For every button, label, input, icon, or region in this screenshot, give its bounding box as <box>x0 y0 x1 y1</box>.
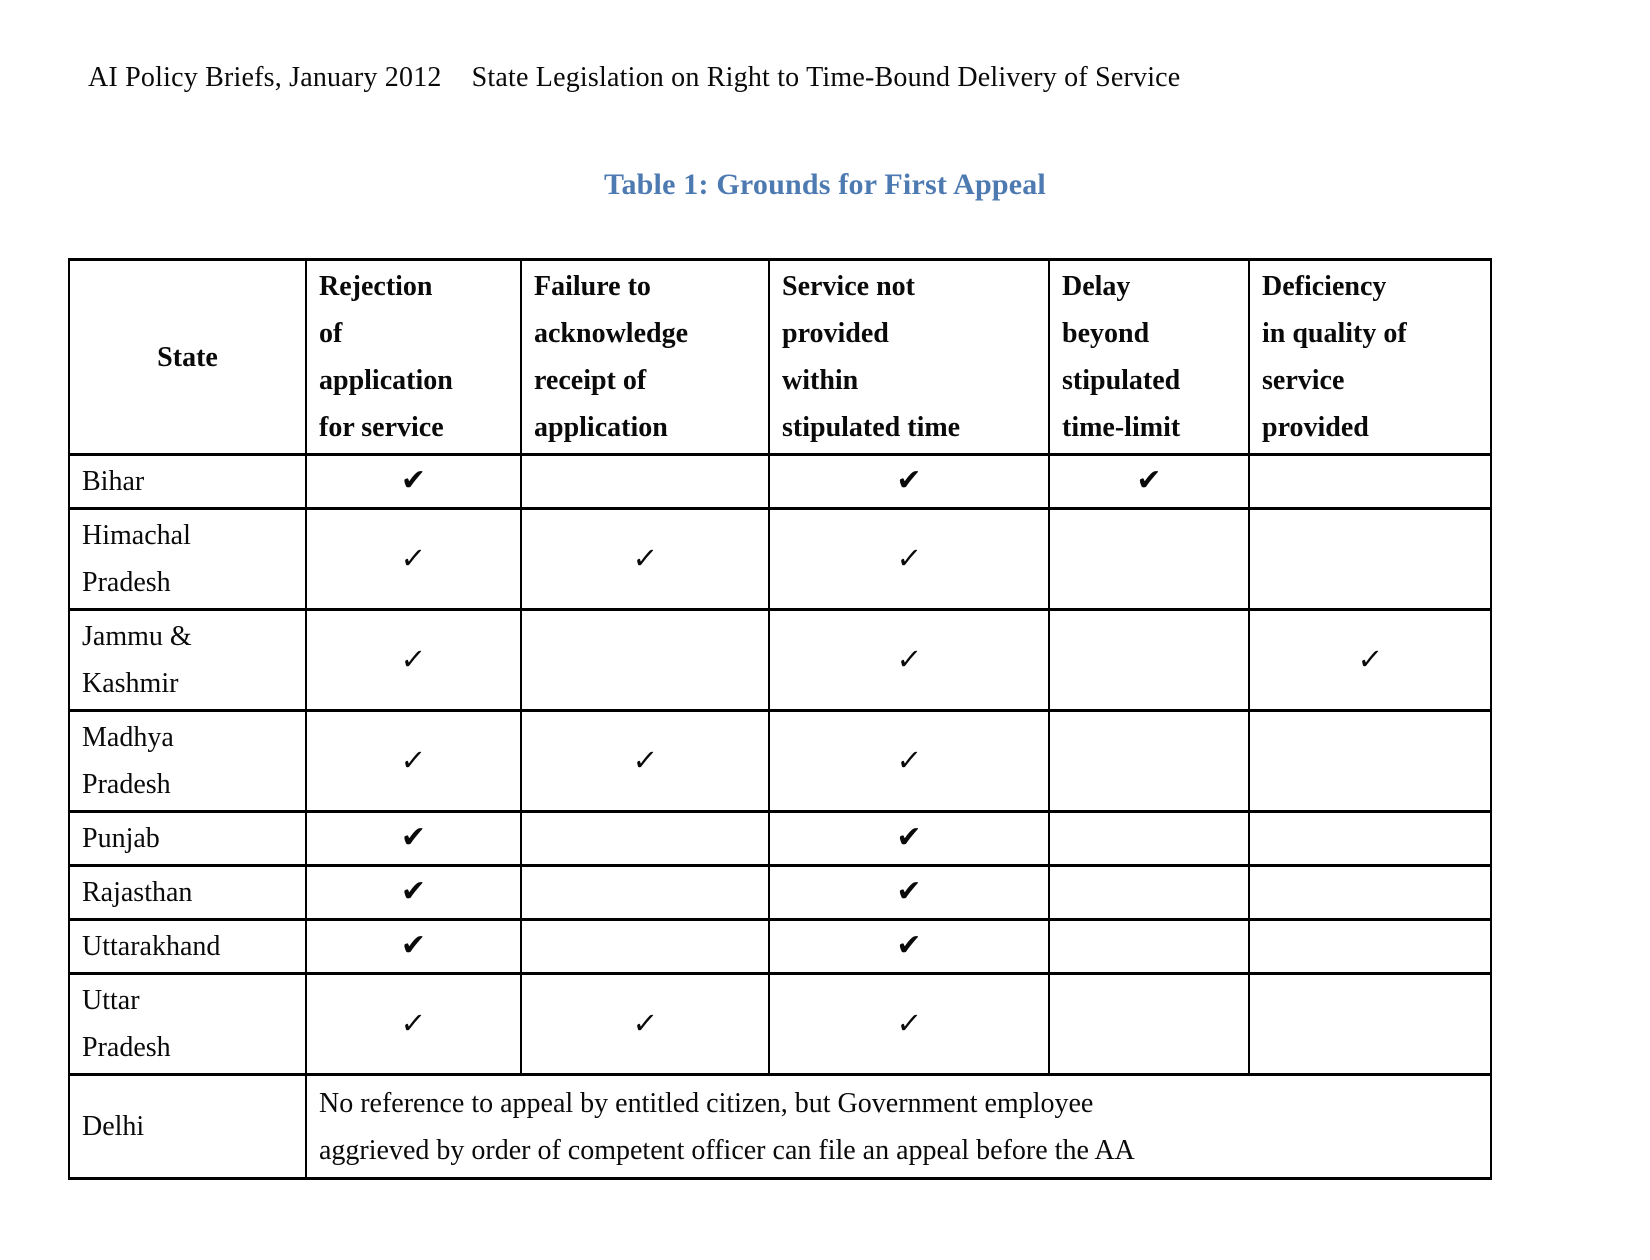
column-header-line: time-limit <box>1062 412 1181 443</box>
check-cell-checked <box>1249 610 1491 711</box>
column-header-line: for service <box>319 412 444 443</box>
check-cell-checked <box>306 812 521 866</box>
check-cell-checked <box>306 610 521 711</box>
column-header-line: Service not <box>782 271 915 302</box>
header-row <box>69 260 1491 455</box>
state-name-line: Pradesh <box>82 769 171 800</box>
check-cell-empty <box>1049 812 1249 866</box>
column-header-line: receipt of <box>534 365 647 396</box>
state-cell <box>69 812 306 866</box>
state-name-line: Punjab <box>82 823 160 854</box>
note-cell <box>306 1075 1491 1179</box>
note-line: No reference to appeal by entitled citizen, but Government employee <box>319 1087 1094 1119</box>
state-cell <box>69 866 306 920</box>
check-cell-checked <box>769 866 1049 920</box>
check-cell-checked <box>306 920 521 974</box>
check-icon: ✔ <box>400 820 427 855</box>
column-header-line: Rejection <box>319 271 433 302</box>
check-cell-checked <box>306 974 521 1075</box>
table-row <box>69 509 1491 610</box>
state-name-line: Madhya <box>82 722 174 753</box>
check-cell-checked <box>306 509 521 610</box>
state-name-line: Uttarakhand <box>82 931 221 962</box>
column-header-line: Failure to <box>534 271 651 302</box>
check-cell-checked <box>306 711 521 812</box>
check-icon: ✓ <box>631 1005 659 1040</box>
check-cell-empty <box>1049 509 1249 610</box>
column-header-line: of <box>319 318 343 349</box>
column-header-line: Delay <box>1062 271 1131 302</box>
check-icon: ✔ <box>896 820 922 855</box>
check-cell-checked <box>521 974 769 1075</box>
table-body <box>69 455 1491 1179</box>
state-name-line: Rajasthan <box>82 877 193 908</box>
check-cell-empty <box>1049 866 1249 920</box>
table-row <box>69 455 1491 509</box>
table-row <box>69 866 1491 920</box>
check-icon: ✓ <box>1356 641 1384 676</box>
column-header-service-not-provided-within-stipulated-time <box>769 260 1049 455</box>
check-cell-checked <box>769 455 1049 509</box>
check-cell-empty <box>1249 812 1491 866</box>
table-row <box>69 974 1491 1075</box>
column-header-line: application <box>319 365 453 396</box>
check-cell-empty <box>1249 509 1491 610</box>
check-icon: ✔ <box>896 928 922 963</box>
check-icon: ✓ <box>631 540 659 575</box>
column-header-rejection-of-application-for-service <box>306 260 521 455</box>
page-header <box>88 62 1180 94</box>
check-cell-empty <box>521 866 769 920</box>
check-icon: ✓ <box>399 742 428 777</box>
state-name-line: Delhi <box>82 1111 145 1142</box>
check-cell-checked <box>521 509 769 610</box>
state-name-line: Pradesh <box>82 1032 171 1063</box>
column-header-line: application <box>534 412 668 443</box>
check-cell-empty <box>521 920 769 974</box>
column-header-line: service <box>1262 365 1345 396</box>
check-cell-empty <box>1249 866 1491 920</box>
check-cell-empty <box>521 455 769 509</box>
check-cell-empty <box>1249 974 1491 1075</box>
table-row <box>69 1075 1491 1179</box>
column-header-line: Deficiency <box>1262 271 1387 302</box>
grounds-for-first-appeal-table <box>68 258 1492 1180</box>
column-header-line: provided <box>782 318 889 349</box>
check-cell-checked <box>769 812 1049 866</box>
state-cell <box>69 455 306 509</box>
check-cell-empty <box>1049 711 1249 812</box>
state-name-line: Bihar <box>82 466 145 497</box>
column-header-delay-beyond-stipulated-time-limit <box>1049 260 1249 455</box>
check-cell-empty <box>521 610 769 711</box>
column-header-line: stipulated <box>1062 365 1181 396</box>
check-icon: ✓ <box>399 540 428 575</box>
check-icon: ✓ <box>895 1005 923 1040</box>
check-cell-checked <box>769 920 1049 974</box>
table-header <box>69 260 1491 455</box>
state-cell <box>69 509 306 610</box>
state-cell <box>69 974 306 1075</box>
state-name-line: Himachal <box>82 520 191 551</box>
check-cell-empty <box>1049 920 1249 974</box>
column-header-line: within <box>782 365 859 396</box>
column-header-line: State <box>157 341 218 373</box>
state-cell <box>69 610 306 711</box>
check-cell-checked <box>769 509 1049 610</box>
check-icon: ✔ <box>896 463 922 498</box>
check-icon: ✓ <box>631 742 659 777</box>
state-cell <box>69 711 306 812</box>
column-header-line: stipulated time <box>782 412 961 443</box>
check-cell-checked <box>769 711 1049 812</box>
table-row <box>69 920 1491 974</box>
check-icon: ✔ <box>400 928 427 963</box>
column-header-failure-to-acknowledge-receipt-of-application <box>521 260 769 455</box>
column-header-line: beyond <box>1062 318 1150 349</box>
state-cell <box>69 920 306 974</box>
column-header-line: in quality of <box>1262 318 1407 349</box>
column-header-deficiency-in-quality-of-service-provided <box>1249 260 1491 455</box>
check-cell-empty <box>1249 711 1491 812</box>
check-cell-checked <box>521 711 769 812</box>
check-cell-checked <box>1049 455 1249 509</box>
check-cell-empty <box>1249 920 1491 974</box>
state-cell <box>69 1075 306 1179</box>
check-icon: ✓ <box>399 641 428 676</box>
check-cell-checked <box>306 866 521 920</box>
column-header-state <box>69 260 306 455</box>
table-title: Table 1: Grounds for First Appeal <box>604 168 1046 201</box>
note-line: aggrieved by order of competent officer can file an appeal before the AA <box>319 1134 1135 1166</box>
check-cell-empty <box>1249 455 1491 509</box>
column-header-line: acknowledge <box>534 318 688 349</box>
check-cell-checked <box>769 974 1049 1075</box>
check-icon: ✓ <box>895 641 923 676</box>
check-icon: ✔ <box>896 874 922 909</box>
check-cell-empty <box>521 812 769 866</box>
check-icon: ✔ <box>1136 463 1162 498</box>
header-subject: State Legislation on Right to Time-Bound Delivery of Service <box>471 62 1181 93</box>
check-icon: ✔ <box>400 874 427 909</box>
column-header-line: provided <box>1262 412 1369 443</box>
table-row <box>69 610 1491 711</box>
check-cell-empty <box>1049 974 1249 1075</box>
check-icon: ✔ <box>400 463 427 498</box>
check-icon: ✓ <box>895 540 923 575</box>
state-name-line: Uttar <box>82 985 140 1016</box>
table-row <box>69 711 1491 812</box>
check-icon: ✓ <box>895 742 923 777</box>
state-name-line: Jammu & <box>82 621 192 652</box>
check-icon: ✓ <box>399 1005 428 1040</box>
header-brief-name: AI Policy Briefs, January 2012 <box>88 62 442 93</box>
check-cell-checked <box>306 455 521 509</box>
state-name-line: Pradesh <box>82 567 171 598</box>
check-cell-empty <box>1049 610 1249 711</box>
state-name-line: Kashmir <box>82 668 179 699</box>
table-row <box>69 812 1491 866</box>
check-cell-checked <box>769 610 1049 711</box>
